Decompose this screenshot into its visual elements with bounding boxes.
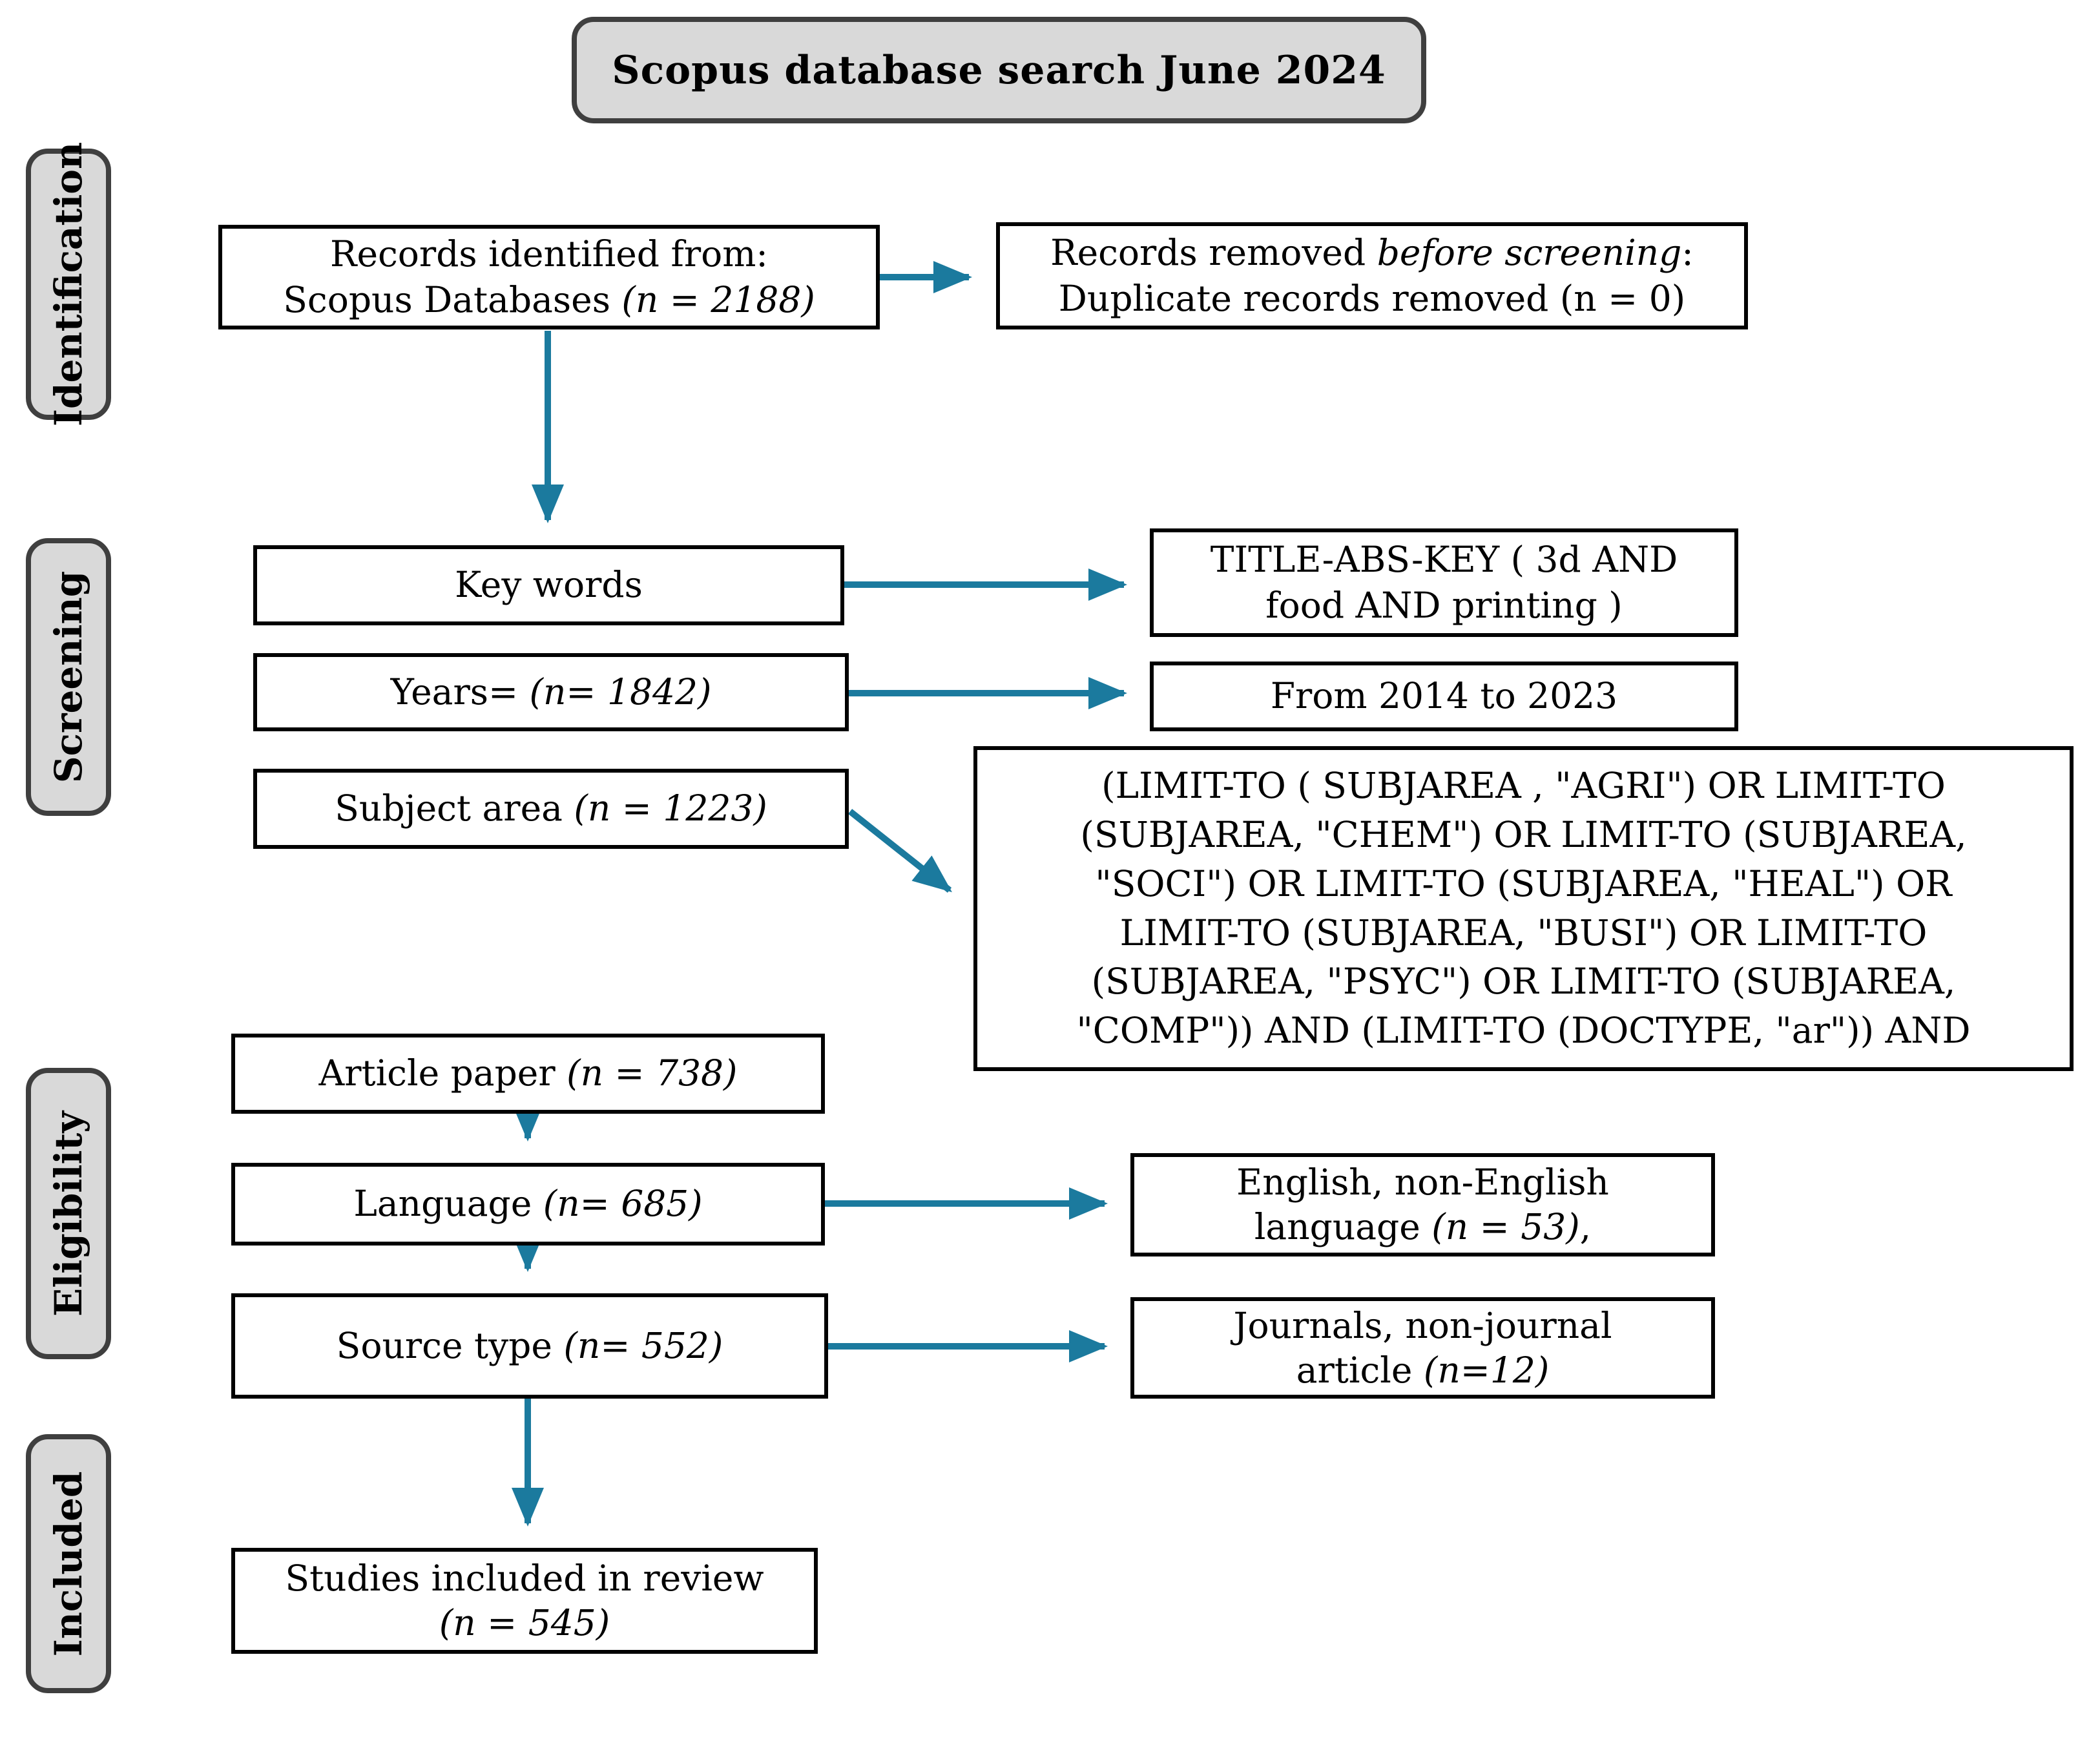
text-line: English, non-English <box>1236 1162 1609 1204</box>
stage-included <box>26 1434 111 1693</box>
stage-screening <box>26 538 111 816</box>
box-journals <box>1130 1297 1715 1399</box>
diagram-title: Scopus database search June 2024 <box>612 47 1386 93</box>
text-line: "SOCI") OR LIMIT-TO (SUBJAREA, "HEAL") OR <box>1095 862 1952 904</box>
box-title-abs-key <box>1150 528 1738 637</box>
text-line: "COMP")) AND (LIMIT-TO (DOCTYPE, "ar")) AND <box>1076 1010 1971 1052</box>
stage-eligibility-label: Eligibility <box>47 1110 90 1317</box>
box-source-type <box>231 1293 828 1399</box>
text-line: Scopus Databases (n = 2188) <box>283 279 815 320</box>
arrow-subject-area-to-limit-to <box>850 811 950 890</box>
box-years <box>253 653 849 731</box>
box-studies-included <box>231 1548 818 1654</box>
box-key-words <box>253 545 844 625</box>
text-line: article (n=12) <box>1296 1349 1550 1391</box>
text-line: LIMIT-TO (SUBJAREA, "BUSI") OR LIMIT-TO <box>1119 912 1928 954</box>
text-line: Records removed before screening: <box>1050 231 1694 273</box>
text-line: (SUBJAREA, "CHEM") OR LIMIT-TO (SUBJAREA, <box>1080 813 1967 855</box>
text-line: (n = 545) <box>439 1602 610 1643</box>
box-subject-area <box>253 769 849 849</box>
title-box <box>572 17 1426 123</box>
stage-identification <box>26 141 111 427</box>
box-article-paper <box>231 1034 825 1114</box>
stage-screening-label: Screening <box>47 570 90 784</box>
box-limit-to <box>973 746 2074 1071</box>
box-from-2014 <box>1150 662 1738 731</box>
stage-identification-label: Identification <box>47 141 90 427</box>
stage-included-label: Included <box>47 1471 90 1656</box>
box-records-identified <box>218 225 880 329</box>
text-line: Subject area (n = 1223) <box>335 787 767 829</box>
text-line: Records identified from: <box>330 233 768 275</box>
text-line: Source type (n= 552) <box>336 1324 723 1366</box>
stage-eligibility <box>26 1068 111 1359</box>
box-english <box>1130 1153 1715 1256</box>
text-line: From 2014 to 2023 <box>1270 675 1618 717</box>
text-line: Language (n= 685) <box>353 1183 703 1225</box>
text-line: Article paper (n = 738) <box>318 1052 738 1094</box>
box-records-removed <box>996 222 1748 329</box>
text-line: food AND printing ) <box>1265 585 1623 626</box>
text-line: Years= (n= 1842) <box>390 671 712 713</box>
box-language <box>231 1163 825 1246</box>
text-line: (LIMIT-TO ( SUBJAREA , "AGRI") OR LIMIT-TO <box>1101 764 1946 806</box>
text-line: Studies included in review <box>285 1558 764 1600</box>
text-line: TITLE-ABS-KEY ( 3d AND <box>1210 538 1678 580</box>
text-line: (SUBJAREA, "PSYC") OR LIMIT-TO (SUBJAREA, <box>1091 961 1956 1003</box>
text-line: Journals, non-journal <box>1233 1304 1612 1346</box>
text-line: Duplicate records removed (n = 0) <box>1058 278 1686 319</box>
text-line: language (n = 53), <box>1254 1206 1592 1247</box>
text-line: Key words <box>455 564 643 606</box>
